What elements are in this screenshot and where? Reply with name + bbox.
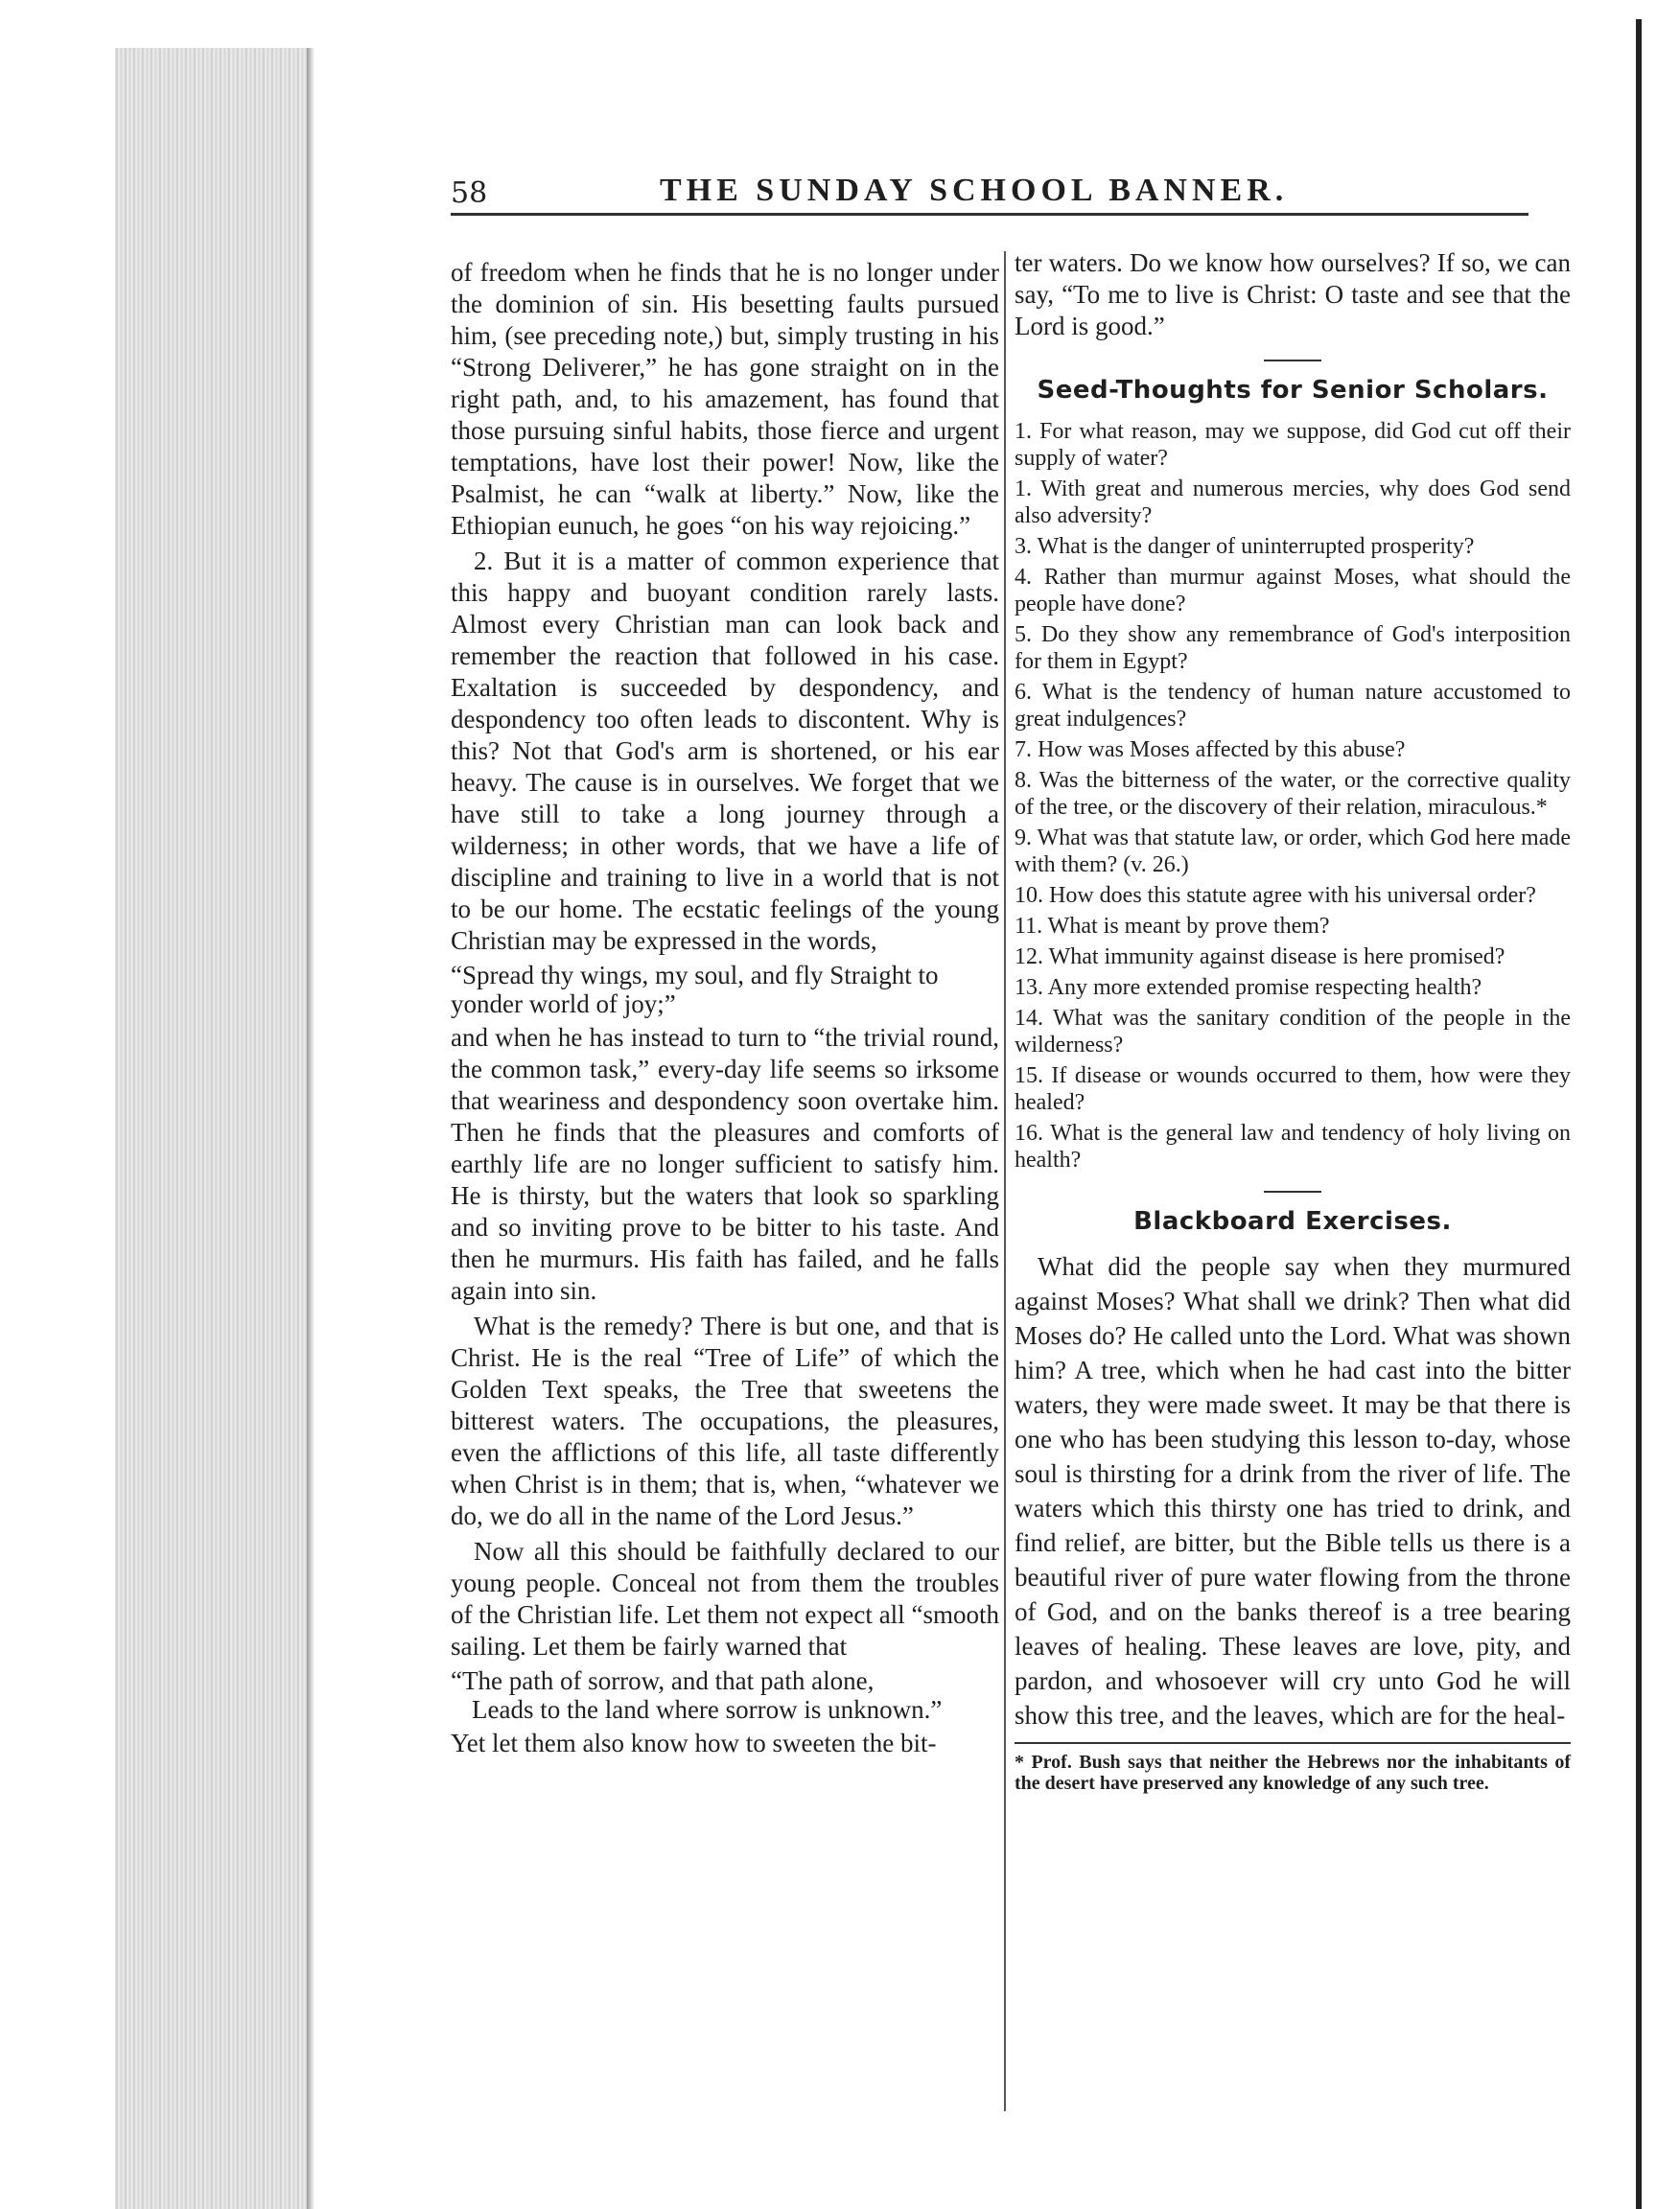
question: 1. For what reason, may we suppose, did God cut off their supply of water? bbox=[1015, 419, 1571, 471]
paragraph: ter waters. Do we know how ourselves? If so, we can say, “To me to live is Christ: O taste and see that the Lord is good.” bbox=[1015, 248, 1571, 340]
left-column bbox=[451, 257, 999, 1763]
question: 11. What is meant by prove them? bbox=[1015, 914, 1330, 939]
poem-quote bbox=[451, 1666, 999, 1724]
header-rule bbox=[451, 213, 1528, 216]
facing-page-edge bbox=[1636, 19, 1642, 2209]
question: 6. What is the tendency of human nature accustomed to great indulgences? bbox=[1015, 680, 1571, 732]
paragraph: What is the remedy? There is but one, and that is Christ. He is the real “Tree of Life” of which the Golden Text speaks, the Tree that sweetens the bitterest waters. The occupations, the pleasures, even the afflictions of this life, all taste differently when Christ is in them; that is, when, “whatever we do, we do all in the name of the Lord Jesus.” bbox=[451, 1312, 999, 1530]
paragraph: Yet let them also know how to sweeten the bit- bbox=[451, 1729, 937, 1757]
question: 12. What immunity against disease is here promised? bbox=[1015, 944, 1505, 969]
section-title-blackboard: Blackboard Exercises. bbox=[1133, 1207, 1452, 1236]
poem-quote: “Spread thy wings, my soul, and fly Straight to yonder world of joy;” bbox=[451, 961, 939, 1018]
footnote: * Prof. Bush says that neither the Hebrews nor the inhabitants of the desert have preserved any knowledge of any such tree. bbox=[1015, 1752, 1571, 1794]
question: 7. How was Moses affected by this abuse? bbox=[1015, 737, 1406, 762]
section-rule bbox=[1264, 360, 1321, 361]
book-page-edge bbox=[115, 48, 307, 2209]
paragraph: Now all this should be faithfully declared to our young people. Conceal not from them the troubles of the Christian life. Let them not expect all “smooth sailing. Let them be fairly warned that bbox=[451, 1537, 999, 1661]
paragraph: of freedom when he finds that he is no longer under the dominion of sin. His besetting faults pursued him, (see preceding note,) but, simply trusting in his “Strong Deliverer,” he has gone straight on in the right path, and, to his amazement, has found that those pursuing sinful habits, those fierce and urgent temptations, have lost their power! Now, like the Psalmist, he can “walk at liberty.” Now, like the Ethiopian eunuch, he goes “on his way rejoicing.” bbox=[451, 258, 999, 540]
column-divider bbox=[1004, 251, 1006, 2111]
right-column bbox=[1015, 247, 1571, 1798]
question: 13. Any more extended promise respecting health? bbox=[1015, 975, 1482, 1000]
question: 4. Rather than murmur against Moses, what should the people have done? bbox=[1015, 565, 1571, 616]
paragraph: What did the people say when they murmured against Moses? What shall we drink? Then what did Moses do? He called unto the Lord. What was shown him? A tree, which when he had cast into the bitter waters, they were made sweet. It may be that there is one who has been studying this lesson to-day, whose soul is thirsting for a drink from the river of life. The waters which this thirsty one has tried to drink, and find relief, are bitter, but the Bible tells us there is a beautiful river of pure water flowing from the throne of God, and on the banks thereof is a tree bearing leaves of healing. These leaves are love, pity, and pardon, and whosoever will cry unto God he will show this tree, and the leaves, which are for the heal- bbox=[1015, 1252, 1571, 1730]
footnote-rule bbox=[1015, 1742, 1571, 1744]
question: 14. What was the sanitary condition of the people in the wilderness? bbox=[1015, 1006, 1571, 1058]
section-rule bbox=[1264, 1191, 1321, 1193]
page-number: 58 bbox=[451, 176, 488, 210]
page-header bbox=[451, 165, 1528, 217]
question: 15. If disease or wounds occurred to them, how were they healed? bbox=[1015, 1063, 1571, 1115]
question: 16. What is the general law and tendency of holy living on health? bbox=[1015, 1121, 1571, 1173]
question: 9. What was that statute law, or order, which God here made with them? (v. 26.) bbox=[1015, 825, 1571, 877]
question: 8. Was the bitterness of the water, or the corrective quality of the tree, or the discovery of their relation, miraculous.* bbox=[1015, 768, 1571, 820]
question: 5. Do they show any remembrance of God's interposition for them in Egypt? bbox=[1015, 622, 1571, 674]
paragraph: 2. But it is a matter of common experience that this happy and buoyant condition rarely lasts. Almost every Christian man can look back and remember the reaction that followed in his case. Exaltation is succeeded by despondency, and despondency too often leads to discontent. Why is this? Not that God's arm is shortened, or his ear heavy. The cause is in ourselves. We forget that we have still to take a long journey through a wilderness; in other words, that we have a life of discipline and training to live in a world that is not to be our home. The ecstatic feelings of the young Christian may be expressed in the words, bbox=[451, 546, 999, 955]
poem-line: “The path of sorrow, and that path alone, bbox=[451, 1666, 875, 1695]
running-title: THE SUNDAY SCHOOL BANNER. bbox=[660, 173, 1289, 208]
section-title-seed-thoughts: Seed-Thoughts for Senior Scholars. bbox=[1037, 376, 1549, 405]
question: 1. With great and numerous mercies, why does God send also adversity? bbox=[1015, 477, 1571, 528]
question: 10. How does this statute agree with his universal order? bbox=[1015, 883, 1536, 908]
poem-line: Leads to the land where sorrow is unknown.” bbox=[472, 1695, 943, 1724]
paragraph: and when he has instead to turn to “the trivial round, the common task,” every-day life seems so irksome that weariness and despondency soon overtake him. Then he finds that the pleasures and comforts of earthly life are no longer sufficient to satisfy him. He is thirsty, but the waters that look so sparkling and so inviting prove to be bitter to his taste. And then he murmurs. His faith has failed, and he falls again into sin. bbox=[451, 1023, 999, 1305]
question: 3. What is the danger of uninterrupted prosperity? bbox=[1015, 534, 1475, 559]
